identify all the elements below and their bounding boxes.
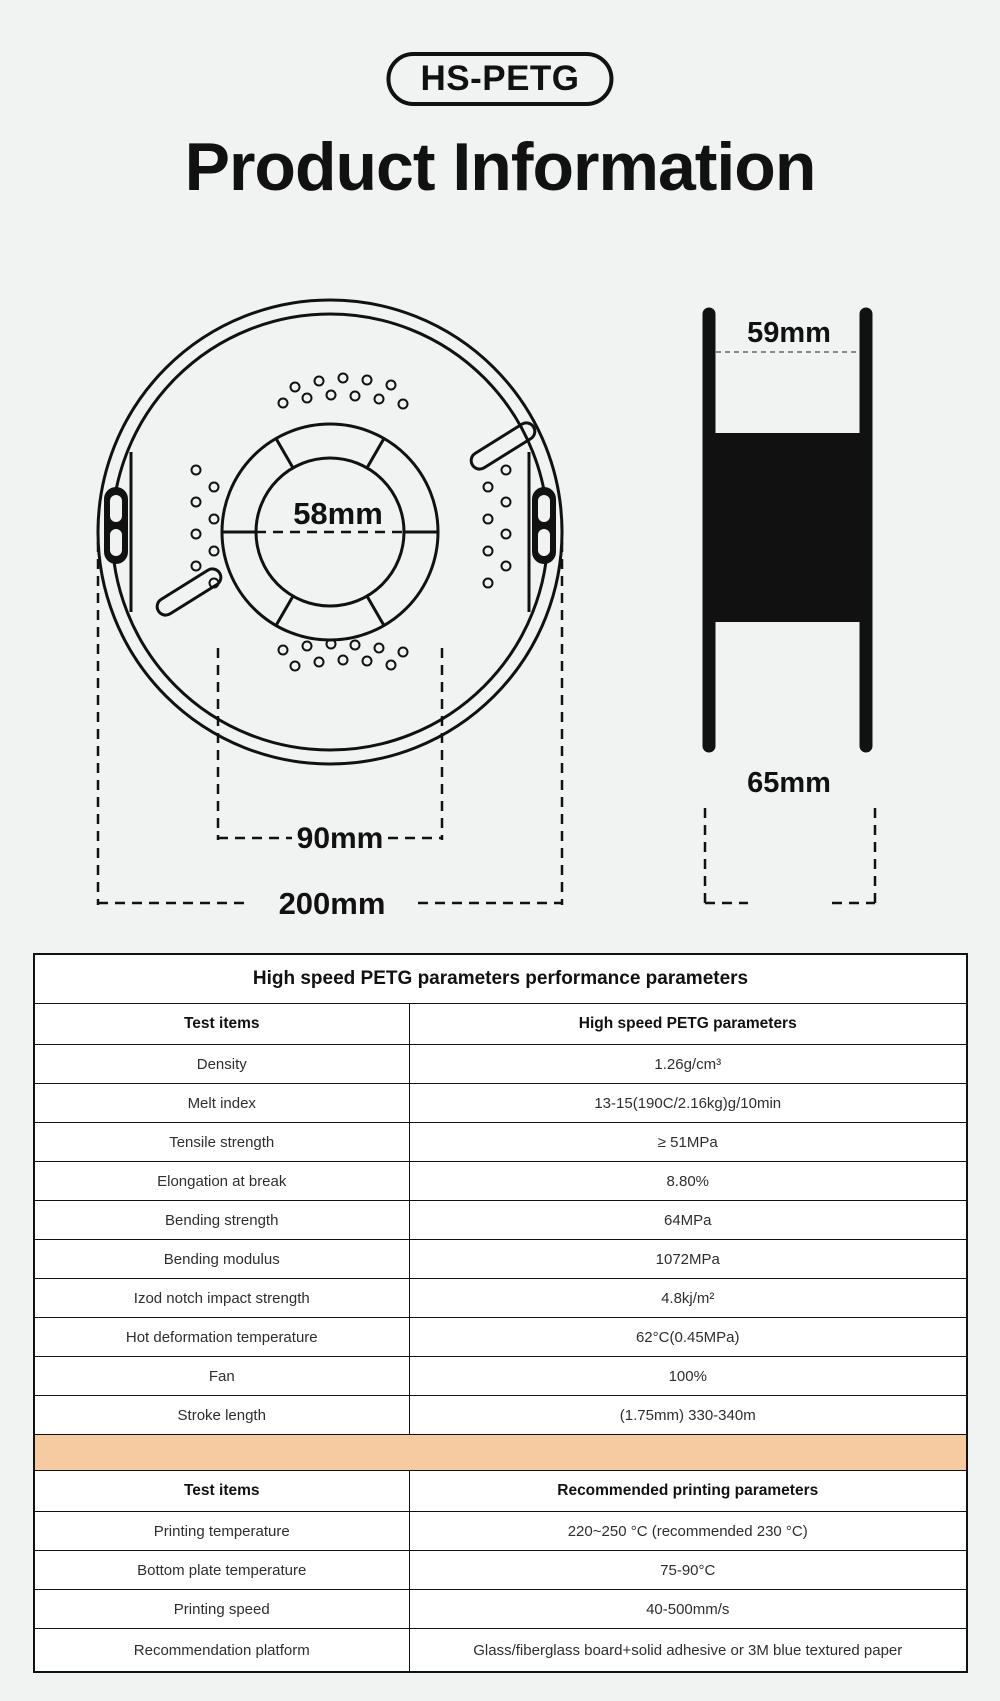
table-row xyxy=(34,1629,967,1673)
spec-item: Melt index xyxy=(34,1084,409,1123)
spec-table xyxy=(33,953,968,1673)
spec-value: 100% xyxy=(409,1357,967,1396)
table-row xyxy=(34,1279,967,1318)
performance-header-value: High speed PETG parameters xyxy=(409,1004,967,1045)
spec-item: Izod notch impact strength xyxy=(34,1279,409,1318)
spool-slot-lower-left xyxy=(154,566,224,619)
product-badge xyxy=(386,52,613,106)
table-row xyxy=(34,1357,967,1396)
spec-value: 1072MPa xyxy=(409,1240,967,1279)
table-row xyxy=(34,1123,967,1162)
spec-item: Density xyxy=(34,1045,409,1084)
table-row xyxy=(34,1396,967,1435)
spec-item: Fan xyxy=(34,1357,409,1396)
spool-side-view xyxy=(705,314,875,905)
spec-value: 13-15(190C/2.16kg)g/10min xyxy=(409,1084,967,1123)
printing-header-value: Recommended printing parameters xyxy=(409,1471,967,1512)
spec-item: Bending modulus xyxy=(34,1240,409,1279)
table-row xyxy=(34,1084,967,1123)
spec-value: 64MPa xyxy=(409,1201,967,1240)
dim-59mm-label: 59mm xyxy=(747,317,831,349)
spec-value: (1.75mm) 330-340m xyxy=(409,1396,967,1435)
spec-value: ≥ 51MPa xyxy=(409,1123,967,1162)
spec-value: 40-500mm/s xyxy=(409,1590,967,1629)
spec-item: Hot deformation temperature xyxy=(34,1318,409,1357)
table-row xyxy=(34,1318,967,1357)
page-title: Product Information xyxy=(184,129,816,205)
spool-clip-right xyxy=(532,487,556,564)
spool-dimension-diagram xyxy=(0,280,1000,940)
spec-item: Printing speed xyxy=(34,1590,409,1629)
table-row xyxy=(34,1045,967,1084)
spec-item: Recommendation platform xyxy=(34,1629,409,1673)
performance-header-item: Test items xyxy=(34,1004,409,1045)
accent-divider-row xyxy=(34,1435,967,1471)
dim-58mm-label: 58mm xyxy=(293,496,383,531)
spec-item: Printing temperature xyxy=(34,1512,409,1551)
spec-value: 8.80% xyxy=(409,1162,967,1201)
table-row xyxy=(34,1201,967,1240)
dim-90mm-label: 90mm xyxy=(296,822,384,855)
spec-item: Elongation at break xyxy=(34,1162,409,1201)
spec-value: Glass/fiberglass board+solid adhesive or 3M blue textured paper xyxy=(409,1629,967,1673)
performance-header-row xyxy=(34,1004,967,1045)
dim-200mm-label: 200mm xyxy=(278,886,386,921)
printing-header-row xyxy=(34,1471,967,1512)
table-row xyxy=(34,1162,967,1201)
table-title: High speed PETG parameters performance parameters xyxy=(34,954,967,1004)
product-badge-label: HS-PETG xyxy=(420,59,580,98)
spec-value: 1.26g/cm³ xyxy=(409,1045,967,1084)
spec-item: Bending strength xyxy=(34,1201,409,1240)
spec-item: Tensile strength xyxy=(34,1123,409,1162)
table-row xyxy=(34,1590,967,1629)
table-row xyxy=(34,1240,967,1279)
spool-front-view xyxy=(98,300,562,921)
table-row xyxy=(34,1512,967,1551)
spec-item: Bottom plate temperature xyxy=(34,1551,409,1590)
spool-clip-left xyxy=(104,487,128,564)
spec-value: 75-90°C xyxy=(409,1551,967,1590)
spec-value: 62°C(0.45MPa) xyxy=(409,1318,967,1357)
spec-value: 4.8kj/m² xyxy=(409,1279,967,1318)
spec-item: Stroke length xyxy=(34,1396,409,1435)
dim-65mm-label: 65mm xyxy=(747,767,831,799)
spec-value: 220~250 °C (recommended 230 °C) xyxy=(409,1512,967,1551)
filament-wind-block xyxy=(713,433,863,622)
accent-divider-band xyxy=(34,1435,967,1471)
table-row xyxy=(34,1551,967,1590)
table-title-row xyxy=(34,954,967,1004)
printing-header-item: Test items xyxy=(34,1471,409,1512)
